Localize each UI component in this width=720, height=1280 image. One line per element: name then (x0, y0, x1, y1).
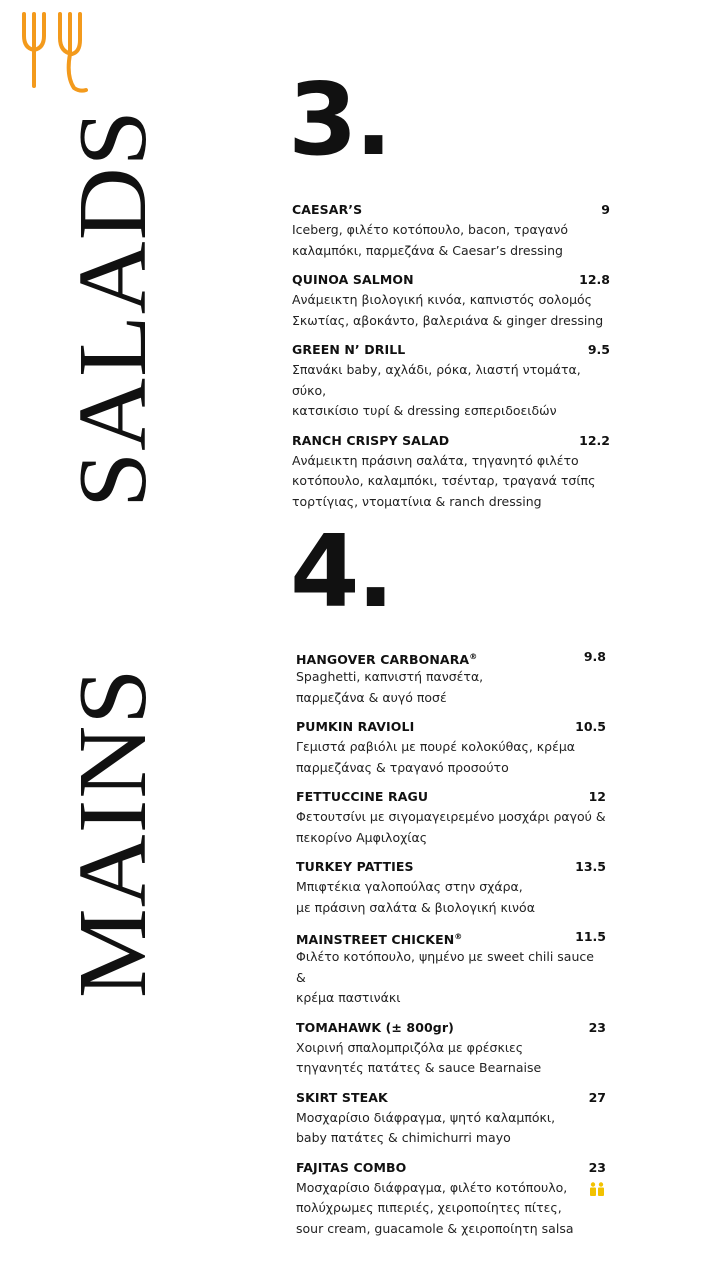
item-description: Φιλέτο κοτόπουλο, ψημένο με sweet chili sauce & κρέμα παστινάκι (296, 949, 594, 1005)
menu-item (292, 200, 610, 261)
salads-menu-list (292, 200, 610, 521)
menu-item (296, 717, 606, 778)
item-description: Χοιρινή σπαλομπριζόλα με φρέσκιες τηγανητές πατάτες & sauce Bearnaise (296, 1039, 542, 1075)
menu-item (292, 431, 610, 513)
menu-item (292, 270, 610, 331)
item-price: 9.8 (583, 649, 606, 664)
item-name: MAINSTREET CHICKEN® (296, 932, 463, 947)
item-price: 23 (588, 1019, 606, 1035)
item-price: 11.5 (575, 929, 606, 944)
salads-section-number: 3. (288, 61, 390, 178)
item-description: Μπιφτέκια γαλοπούλας στην σχάρα, με πράσινη σαλάτα & βιολογική κινόα (296, 879, 535, 915)
item-name: CAESAR’S (292, 202, 363, 217)
registered-mark: ® (454, 932, 463, 941)
item-name: TOMAHAWK (± 800gr) (296, 1019, 454, 1035)
item-price: 12.2 (579, 432, 610, 448)
item-name: FETTUCCINE RAGU (296, 789, 429, 804)
mains-menu-list (296, 647, 606, 1248)
item-price: 12.8 (579, 272, 610, 287)
item-description: Ανάμεικτη πράσινη σαλάτα, τηγανητό φιλέτο κοτόπουλο, καλαμπόκι, τσένταρ, τραγανά τσίπς τορτίγιας, ντοματίνια & ranch dressing (292, 452, 596, 509)
item-name: TURKEY PATTIES (296, 859, 414, 874)
mains-section-title: MAINS (59, 667, 167, 998)
item-name: GREEN N’ DRILL (292, 342, 406, 357)
two-people-share-icon (589, 1182, 605, 1196)
item-price: 23 (588, 1159, 606, 1175)
item-name: QUINOA SALMON (292, 272, 414, 287)
menu-item (296, 787, 606, 848)
menu-item (296, 857, 606, 918)
item-description: Spaghetti, καπνιστή πανσέτα, παρμεζάνα & αυγό ποσέ (296, 669, 484, 705)
item-description: Σπανάκι baby, αχλάδι, ρόκα, λιαστή ντομάτα, σύκο, κατσικίσιο τυρί & dressing εσπεριδοειδών (292, 362, 581, 418)
item-price: 9.5 (587, 342, 610, 357)
item-name: PUMKIN RAVIOLI (296, 719, 415, 734)
item-name: RANCH CRISPY SALAD (292, 432, 450, 448)
item-price: 13.5 (575, 859, 606, 874)
item-price: 9 (601, 202, 610, 217)
item-description: Ανάμεικτη βιολογική κινόα, καπνιστός σολομός Σκωτίας, αβοκάντο, βαλεριάνα & ginger dressing (292, 292, 604, 328)
menu-item (296, 1088, 606, 1149)
item-description: Μοσχαρίσιο διάφραγμα, ψητό καλαμπόκι, baby πατάτες & chimichurri mayo (296, 1109, 556, 1145)
mains-section-number: 4. (290, 513, 392, 630)
menu-item (296, 1018, 606, 1079)
item-name: SKIRT STEAK (296, 1089, 388, 1105)
fork-knife-logo-icon (14, 10, 88, 94)
item-price: 10.5 (575, 719, 606, 734)
item-price: 12 (588, 789, 606, 804)
item-description: Φετουτσίνι με σιγομαγειρεμένο μοσχάρι ραγού & πεκορίνο Αμφιλοχίας (296, 809, 606, 845)
registered-mark: ® (469, 652, 478, 661)
menu-item (296, 647, 606, 708)
item-name: FAJITAS COMBO (296, 1159, 407, 1175)
item-name: HANGOVER CARBONARA® (296, 652, 478, 667)
menu-item (296, 927, 606, 1009)
item-price: 27 (588, 1089, 606, 1105)
salads-section-title: SALADS (59, 109, 167, 508)
item-description: Iceberg, φιλέτο κοτόπουλο, bacon, τραγανό καλαμπόκι, παρμεζάνα & Caesar’s dressing (292, 222, 568, 258)
item-description: Μοσχαρίσιο διάφραγμα, φιλέτο κοτόπουλο, πολύχρωμες πιπεριές, χειροποίητες πίτες, sour cream, guacamole & χειροποίητη salsa (296, 1179, 574, 1236)
menu-item (296, 1158, 606, 1240)
item-description: Γεμιστά ραβιόλι με πουρέ κολοκύθας, κρέμα παρμεζάνας & τραγανό προσούτο (296, 739, 576, 775)
menu-item (292, 340, 610, 422)
